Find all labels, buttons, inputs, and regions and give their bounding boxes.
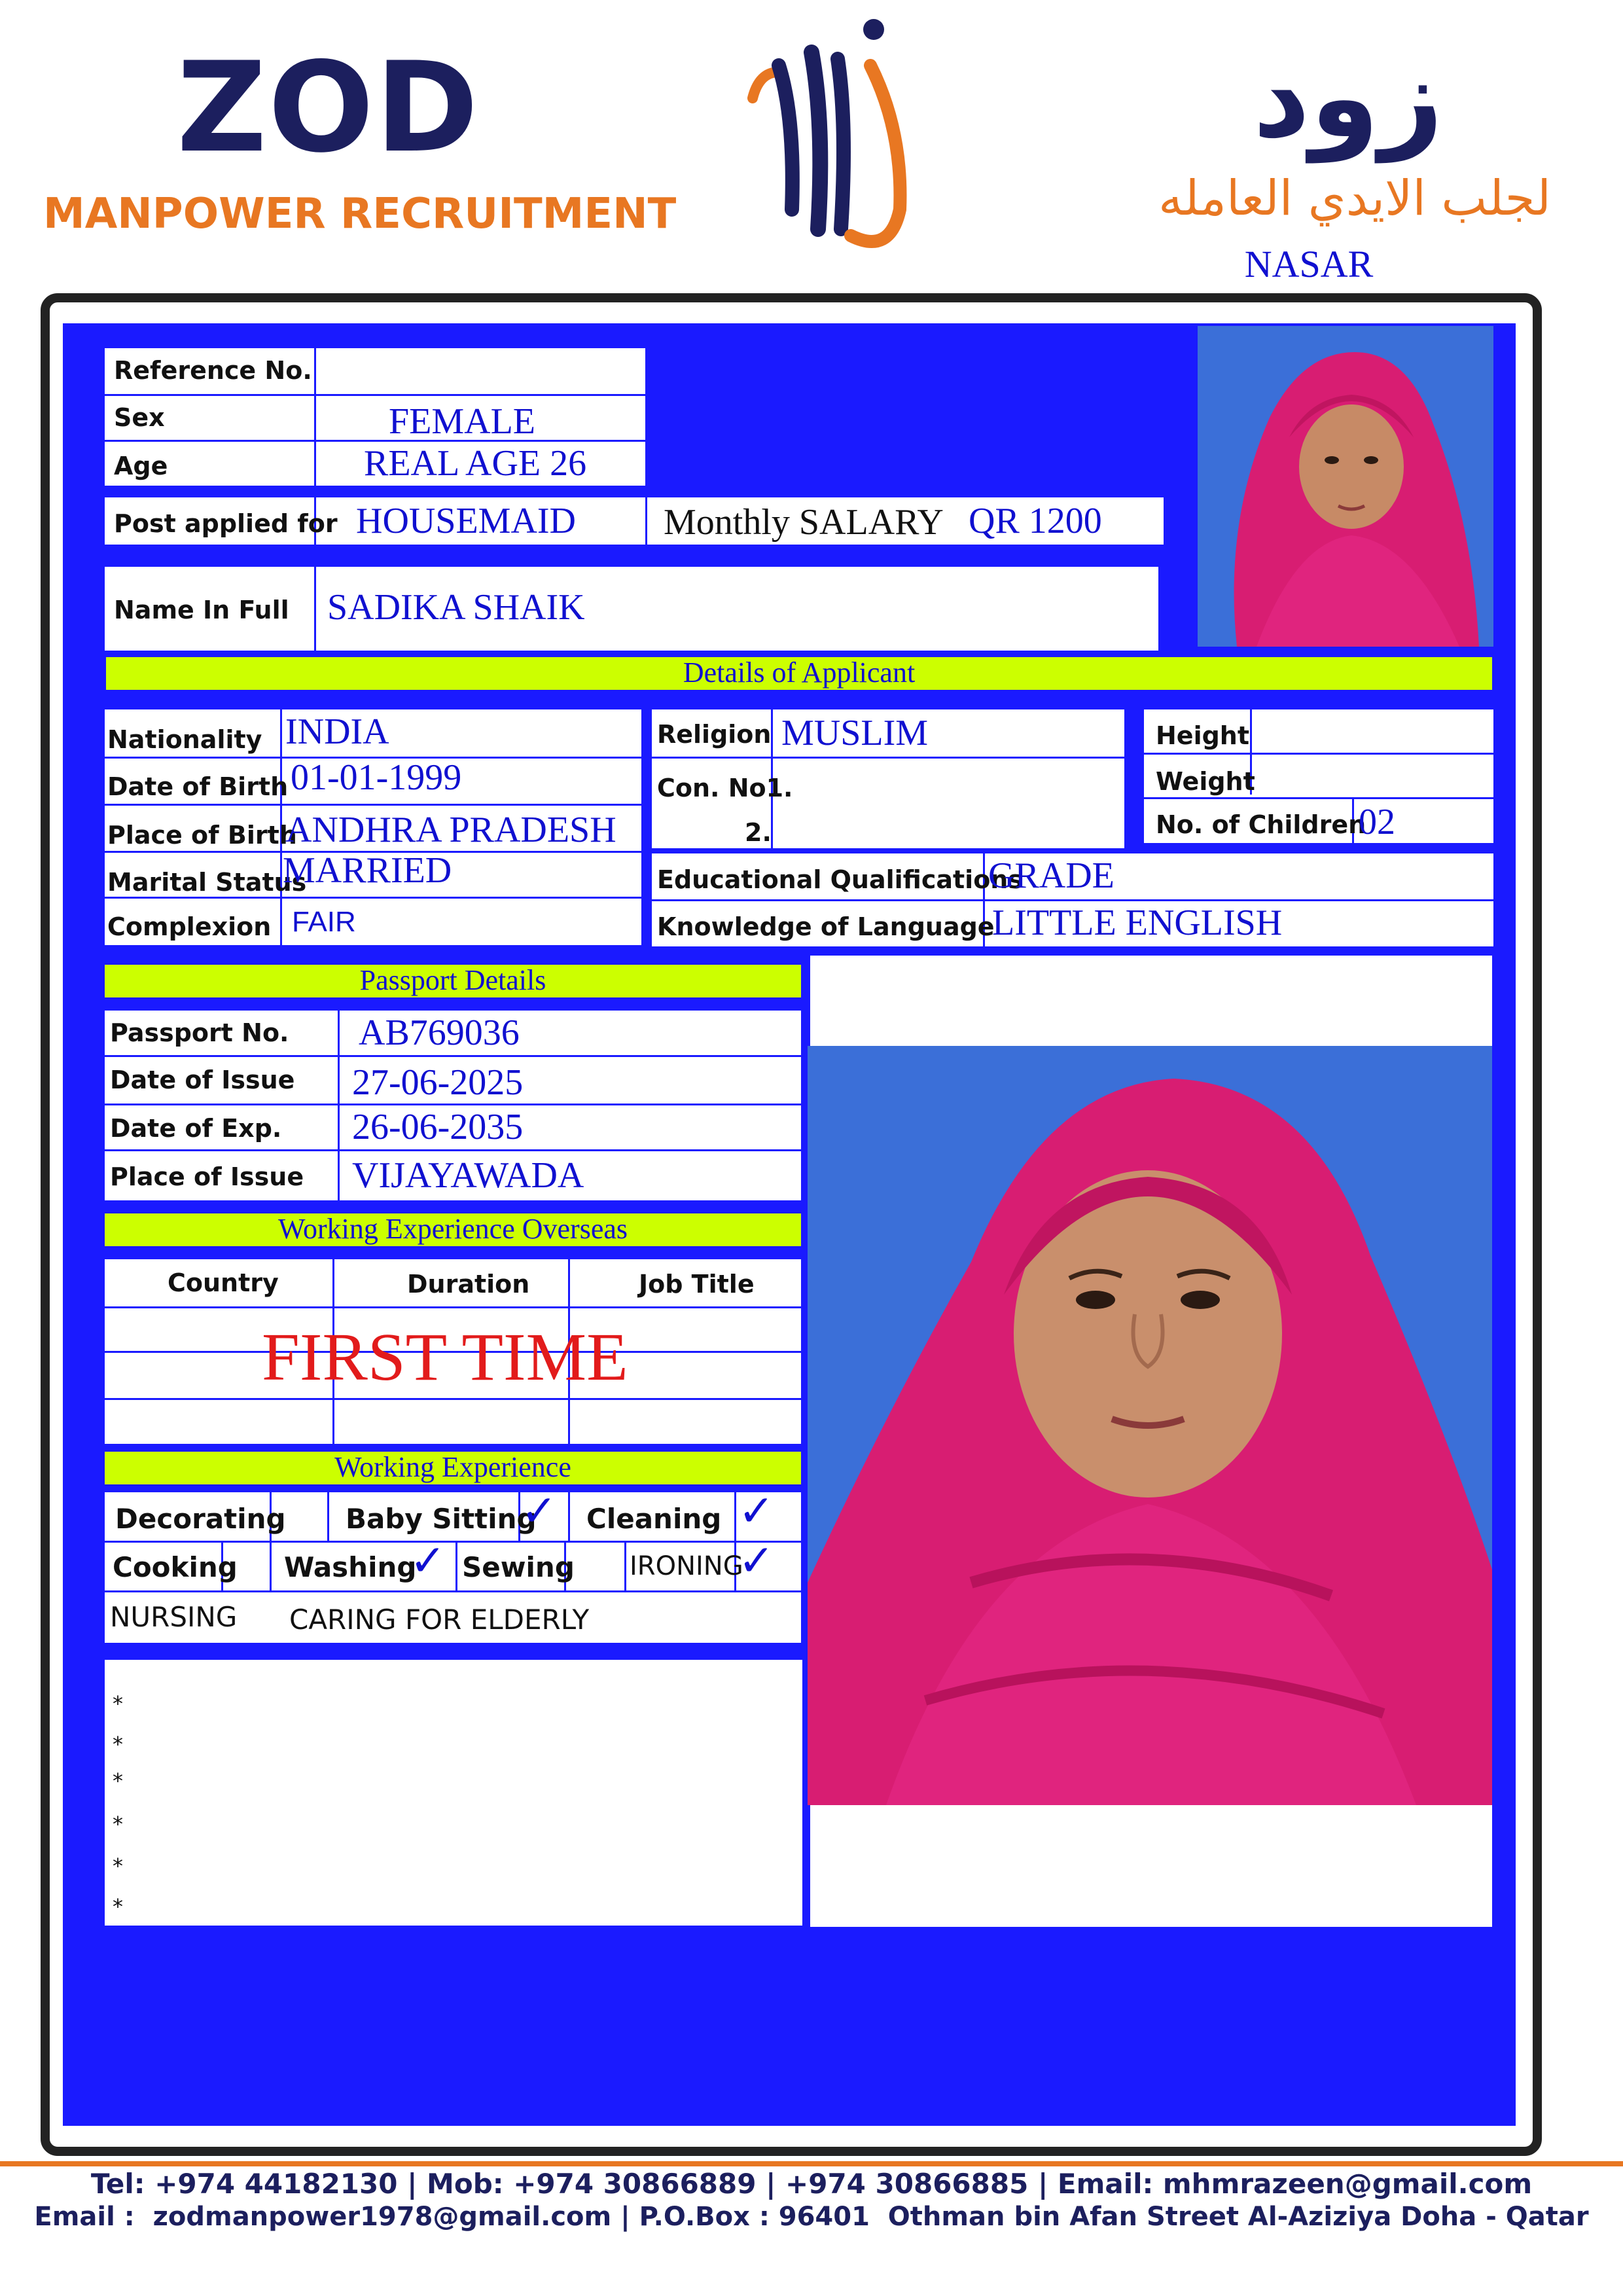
reference-label: Reference No. [114,356,312,385]
footer-line-1: Tel: +974 44182130 | Mob: +974 30866889 | +974 30866885 | Email: mhmrazeen@gmail.com [90,2168,1533,2200]
exp-date-label: Date of Exp. [110,1114,282,1143]
issue-date-label: Date of Issue [110,1066,295,1094]
religion-value: MUSLIM [781,713,929,753]
passport-no-value: AB769036 [359,1013,520,1053]
note-bullet: * [113,1894,123,1919]
sex-value: FEMALE [389,401,535,442]
agent-name: NASAR [1244,243,1374,285]
language-value: LITTLE ENGLISH [992,903,1283,943]
dob-value: 01-01-1999 [291,757,462,798]
complexion-label: Complexion [107,912,272,941]
dob-label: Date of Birth [107,772,289,801]
contact2-label: 2. [745,818,772,847]
brand-name: ZOD [177,35,480,180]
brand-logo [733,13,929,262]
note-bullet: * [113,1732,123,1757]
cleaning-check: ✓ [738,1486,775,1536]
note-bullet: * [113,1812,123,1837]
post-label: Post applied for [114,509,338,538]
passport-section-title: Passport Details [105,965,801,997]
arabic-brand: زود [1253,33,1444,163]
education-value: GRADE [988,855,1115,896]
age-label: Age [114,452,168,480]
nationality-label: Nationality [107,725,262,754]
applicant-photo-large [808,1046,1492,1805]
pob-value: ANDHRA PRADESH [285,810,616,850]
overseas-section-title: Working Experience Overseas [105,1213,801,1246]
experience-section-title: Working Experience [105,1452,801,1484]
col-duration: Duration [407,1270,530,1299]
name-value: SADIKA SHAIK [327,587,585,628]
salary-value: QR 1200 [969,501,1102,541]
nursing-label: NURSING [110,1601,238,1633]
cooking-label: Cooking [113,1551,238,1583]
notes-box [105,1660,802,1926]
sex-label: Sex [114,403,165,432]
sewing-label: Sewing [462,1551,575,1583]
marital-value: MARRIED [283,850,452,891]
children-value: 02 [1359,802,1395,842]
religion-label: Religion [657,720,772,749]
baby-sitting-label: Baby Sitting [346,1503,537,1535]
education-label: Educational Qualifications [657,865,1023,894]
brand-tagline: MANPOWER RECRUITMENT [43,190,677,238]
complexion-value: FAIR [292,906,356,938]
marital-label: Marital Status [107,868,307,897]
note-bullet: * [113,1854,123,1878]
height-label: Height [1156,721,1250,750]
col-country: Country [168,1268,279,1297]
contact1-label: Con. No1. [657,774,793,802]
passport-no-label: Passport No. [110,1018,289,1047]
arabic-tagline: لجلب الايدي العامله [1158,170,1551,226]
cleaning-label: Cleaning [586,1503,722,1535]
post-value: HOUSEMAID [356,501,576,541]
language-label: Knowledge of Language [657,912,995,941]
exp-date-value: 26-06-2035 [352,1107,524,1147]
age-value: REAL AGE 26 [364,443,587,484]
washing-label: Washing [284,1551,417,1583]
baby-sitting-check: ✓ [521,1486,558,1536]
caring-label: CARING FOR ELDERLY [289,1604,590,1636]
applicant-section-title: Details of Applicant [106,657,1492,690]
salary-label: Monthly SALARY [664,502,944,543]
pob-label: Place of Birth [107,821,297,850]
first-time-note: FIRST TIME [262,1319,628,1395]
children-label: No. of Children [1156,810,1366,839]
note-bullet: * [113,1768,123,1793]
decorating-label: Decorating [115,1503,286,1535]
issue-place-label: Place of Issue [110,1162,304,1191]
footer-rule [0,2161,1623,2166]
note-bullet: * [113,1691,123,1716]
ironing-check: ✓ [738,1535,775,1586]
footer-line-2: Email : zodmanpower1978@gmail.com | P.O.Box : 96401 Othman bin Afan Street Al-Aziziya Doha - Qatar [34,2202,1589,2232]
ironing-label: IRONING [630,1551,743,1581]
issue-date-value: 27-06-2025 [352,1062,524,1103]
nationality-value: INDIA [285,711,389,752]
name-label: Name In Full [114,596,289,624]
applicant-photo-small [1198,326,1493,647]
washing-check: ✓ [410,1535,446,1586]
issue-place-value: VIJAYAWADA [352,1155,584,1196]
col-job-title: Job Title [639,1270,755,1299]
weight-label: Weight [1156,767,1255,796]
